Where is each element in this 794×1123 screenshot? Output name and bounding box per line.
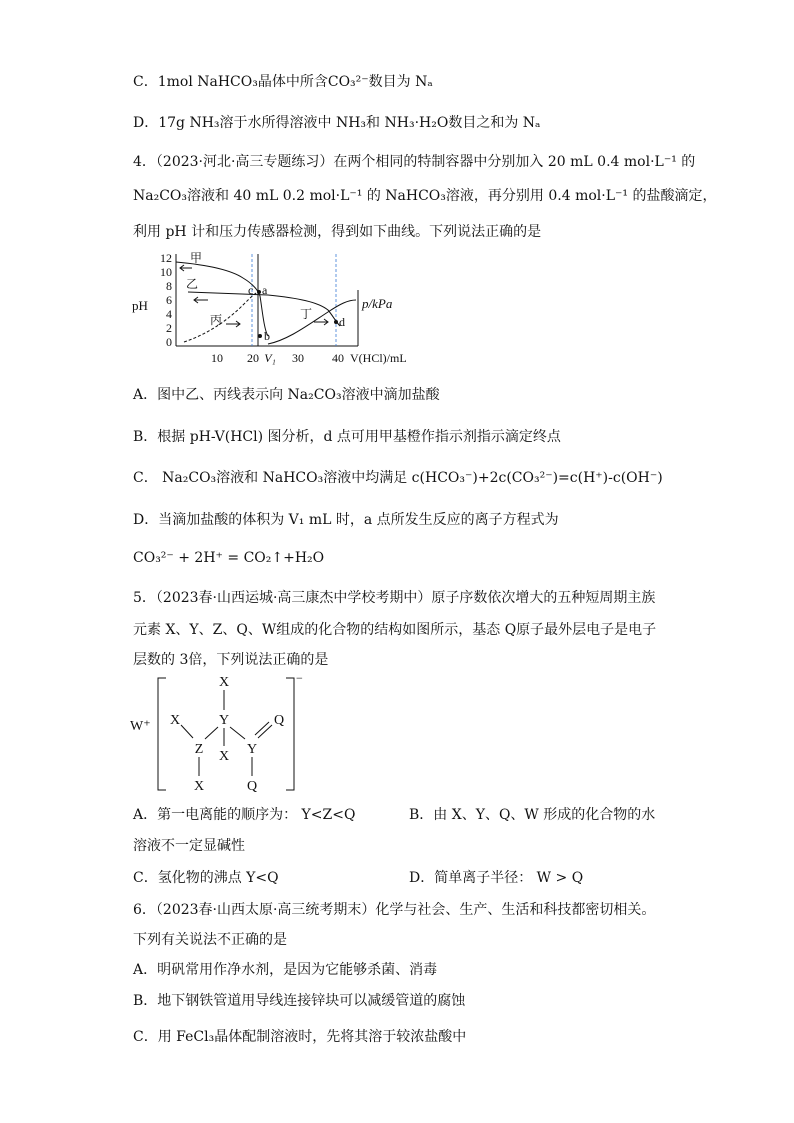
question-6-line2: 下列有关说法不正确的是 [133, 932, 287, 948]
q4-option-a: A．图中乙、丙线表示向 Na₂CO₃溶液中滴加盐酸 [133, 387, 440, 403]
y-tick: 2 [166, 321, 172, 335]
y-tick: 12 [160, 251, 172, 265]
q6-option-a: A．明矾常用作净水剂，是因为它能够杀菌、消毒 [133, 962, 438, 978]
q5-option-a: A．第一电离能的顺序为： Y<Z<Q [133, 807, 356, 823]
atom-z: Z [194, 742, 204, 757]
atom-y-right: Y [246, 742, 258, 757]
question-5-line1: 5．（2023春·山西运城·高三康杰中学校考期中）原子序数依次增大的五种短周期主族 [133, 590, 656, 606]
question-6-line1: 6．（2023春·山西太原·高三统考期末）化学与社会、生产、生活和科技都密切相关。 [133, 902, 656, 918]
curve-label-jia: 甲 [190, 251, 203, 265]
x-axis-label: V(HCl)/mL [350, 351, 407, 365]
x-tick: 20 [247, 351, 259, 365]
x-tick: 40 [332, 351, 344, 365]
cation-w: W⁺ [130, 719, 151, 734]
q5-option-b: B．由 X、Y、Q、W 形成的化合物的水 [409, 807, 656, 823]
x-tick: V₁ [264, 351, 276, 365]
question-5-line2: 元素 X、Y、Z、Q、W组成的化合物的结构如图所示，基态 Q原子最外层电子是电子 [133, 622, 657, 638]
atom-x-mid: X [218, 749, 230, 764]
q4-option-b: B．根据 pH-V(HCl) 图分析，d 点可用甲基橙作指示剂指示滴定终点 [133, 429, 561, 445]
atom-x-top: X [218, 675, 230, 690]
q5-option-c: C．氢化物的沸点 Y<Q [133, 870, 279, 886]
question-4-line3: 利用 pH 计和压力传感器检测，得到如下曲线。下列说法正确的是 [133, 224, 542, 240]
right-axis-label: p/kPa [362, 296, 393, 311]
y-tick: 10 [160, 265, 172, 279]
question-4-line2: Na₂CO₃溶液和 40 mL 0.2 mol·L⁻¹ 的 NaHCO₃溶液，再分别用 0.4 mol·L⁻¹ 的盐酸滴定， [133, 188, 717, 204]
question-5-line3: 层数的 3倍，下列说法正确的是 [133, 652, 329, 668]
y-tick: 4 [166, 307, 172, 321]
x-tick: 30 [292, 351, 304, 365]
curve-label-ding: 丁 [300, 307, 313, 321]
curve-label-bing: 丙 [210, 313, 223, 327]
question-4-line1: 4．（2023·河北·高三专题练习）在两个相同的特制容器中分别加入 20 mL 0.4 mol·L⁻¹ 的 [133, 154, 696, 170]
q5-option-b-cont: 溶液不一定显碱性 [133, 838, 245, 854]
atom-x-left: X [169, 713, 181, 728]
option-d-q3: D．17g NH₃溶于水所得溶液中 NH₃和 NH₃·H₂O数目之和为 Nₐ [133, 115, 541, 131]
point-c: c [248, 283, 254, 297]
q6-option-b: B．地下钢铁管道用导线连接锌块可以减缓管道的腐蚀 [133, 993, 466, 1009]
q5-option-d: D．简单离子半径： W > Q [409, 870, 584, 886]
atom-q-right: Q [273, 713, 285, 728]
point-a: a [262, 283, 268, 297]
x-tick: 10 [211, 351, 223, 365]
charge-sign: − [296, 672, 303, 685]
atom-q-bottom: Q [246, 779, 258, 794]
point-d: d [339, 315, 345, 329]
q4-option-c: C． Na₂CO₃溶液和 NaHCO₃溶液中均满足 c(HCO₃⁻)+2c(CO₃²⁻)=c(H⁺)-c(OH⁻) [133, 470, 663, 486]
y-axis-label: pH [132, 298, 148, 313]
q4-option-d: D．当滴加盐酸的体积为 V₁ mL 时，a 点所发生反应的离子方程式为 [133, 512, 559, 528]
atom-y-center: Y [218, 713, 230, 728]
option-c-q3: C．1mol NaHCO₃晶体中所含CO₃²⁻数目为 Nₐ [133, 74, 433, 90]
structure-diagram [128, 672, 328, 797]
q4-option-d-equation: CO₃²⁻ + 2H⁺ = CO₂↑+H₂O [133, 550, 325, 566]
point-b: b [264, 329, 270, 343]
atom-x-bottom: X [193, 779, 205, 794]
curve-label-yi: 乙 [186, 277, 199, 291]
y-tick: 8 [166, 279, 172, 293]
q6-option-c: C．用 FeCl₃晶体配制溶液时，先将其溶于较浓盐酸中 [133, 1029, 467, 1045]
titration-chart [128, 250, 428, 370]
y-tick: 0 [166, 335, 172, 349]
y-tick: 6 [166, 293, 172, 307]
